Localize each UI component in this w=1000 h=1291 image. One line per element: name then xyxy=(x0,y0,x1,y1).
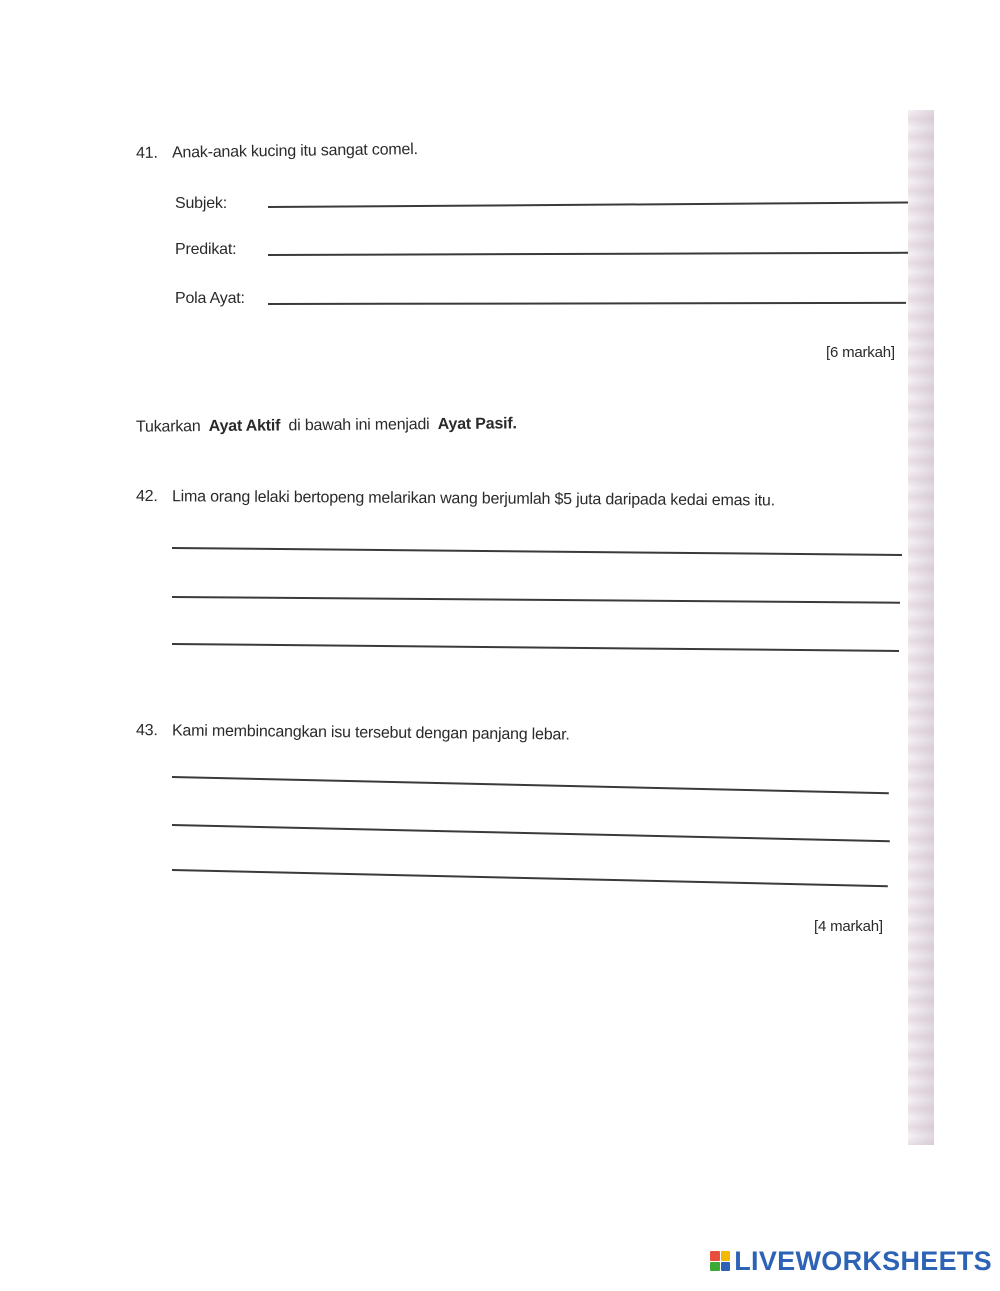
pola-ayat-answer-line[interactable] xyxy=(268,302,906,305)
question-sentence: Kami membincangkan isu tersebut dengan panjang lebar. xyxy=(171,722,570,744)
instruction xyxy=(136,415,517,436)
q43-answer-line-3[interactable] xyxy=(172,869,888,887)
question-43 xyxy=(136,722,570,745)
predikat-label: Predikat: xyxy=(175,241,237,258)
instruction-pre: Tukarkan xyxy=(135,418,201,436)
marks-q43: [4 markah] xyxy=(814,918,883,935)
q42-answer-line-3[interactable] xyxy=(172,643,899,652)
subjek-label: Subjek: xyxy=(175,195,227,212)
instruction-aktif: Ayat Aktif xyxy=(208,417,281,436)
liveworksheets-logo xyxy=(710,1247,992,1275)
q42-answer-line-2[interactable] xyxy=(172,596,900,604)
subjek-answer-line[interactable] xyxy=(268,202,908,208)
question-42 xyxy=(136,488,775,510)
question-number: 43. xyxy=(135,722,158,740)
q43-answer-line-1[interactable] xyxy=(172,776,889,794)
q43-answer-line-2[interactable] xyxy=(172,824,890,842)
question-number: 42. xyxy=(135,488,158,506)
question-sentence: Lima orang lelaki bertopeng melarikan wang berjumlah $5 juta daripada kedai emas itu. xyxy=(171,488,775,510)
q42-answer-line-1[interactable] xyxy=(172,547,902,556)
marks-q41: [6 markah] xyxy=(826,344,895,361)
question-41 xyxy=(136,141,418,163)
instruction-pasif: Ayat Pasif. xyxy=(437,415,517,434)
brand-name: LIVEWORKSHEETS xyxy=(734,1245,992,1276)
predikat-answer-line[interactable] xyxy=(268,252,908,256)
instruction-mid: di bawah ini menjadi xyxy=(288,416,430,435)
pola-ayat-label: Pola Ayat: xyxy=(175,290,245,307)
question-number: 41. xyxy=(135,144,158,162)
logo-squares-icon xyxy=(710,1251,730,1271)
page-edge-shadow xyxy=(908,110,934,1145)
question-sentence: Anak-anak kucing itu sangat comel. xyxy=(171,141,418,162)
